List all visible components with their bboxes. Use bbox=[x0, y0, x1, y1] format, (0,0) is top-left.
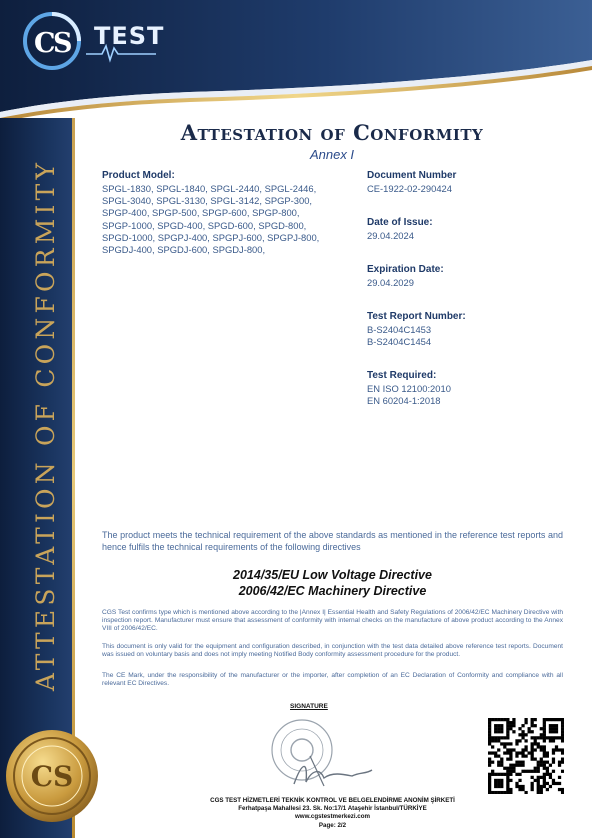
product-model-line: SPGP-1000, SPGD-400, SPGD-600, SPGD-800, bbox=[102, 219, 307, 231]
test-required-label: Test Required: bbox=[367, 370, 437, 381]
footer-address: Ferhatpaşa Mahallesi 23. Sk. No:17/1 Ataşehir İstanbul/TÜRKİYE bbox=[238, 805, 427, 813]
brand-test-text: TEST bbox=[94, 22, 165, 50]
expiration-date-value: 29.04.2029 bbox=[367, 277, 414, 288]
expiration-date-label: Expiration Date: bbox=[367, 264, 444, 275]
svg-text:C: C bbox=[34, 28, 56, 59]
product-model-line: SPGL-3040, SPGL-3130, SPGL-3142, SPGP-300, bbox=[102, 195, 313, 207]
document-number-label: Document Number bbox=[367, 170, 457, 181]
product-model-line: SPGDJ-400, SPGDJ-600, SPGDJ-800, bbox=[102, 244, 266, 256]
page-title: Attestation of Conformity bbox=[180, 120, 484, 145]
product-model-line: SPGL-1830, SPGL-1840, SPGL-2440, SPGL-2446, bbox=[102, 183, 317, 194]
footer-company: CGS TEST HİZMETLERİ TEKNİK KONTROL VE BELGELENDİRME ANONİM ŞİRKETİ bbox=[210, 797, 455, 804]
directive-machinery: 2006/42/EC Machinery Directive bbox=[238, 584, 427, 598]
product-model-line: SPGP-400, SPGP-500, SPGP-600, SPGP-800, bbox=[102, 207, 300, 219]
document-number-block bbox=[367, 170, 567, 195]
test-report-value: B-S2404C1454 bbox=[367, 336, 432, 348]
signature-label: SIGNATURE bbox=[290, 703, 328, 710]
cgs-seal bbox=[4, 728, 100, 824]
directive-low-voltage: 2014/35/EU Low Voltage Directive bbox=[233, 568, 432, 582]
date-of-issue-value: 29.04.2024 bbox=[367, 230, 414, 241]
footer-website[interactable]: www.cgstestmerkezi.com bbox=[294, 813, 371, 821]
date-of-issue-label: Date of Issue: bbox=[367, 217, 433, 228]
fine-print-1: CGS Test confirms type which is mentioned above according to the |Annex I| Essential Health and Safety Regulations of 2006/42/EC Machinery Directive with inspection report. Manufacturer must ensure that assessment of conformity with internal checks on the manufacture of above product according to the Annex VIII of 2006/42/EC. bbox=[102, 609, 563, 633]
test-report-value: B-S2404C1453 bbox=[367, 324, 432, 335]
svg-text:CS: CS bbox=[30, 760, 74, 793]
document-number-value: CE-1922-02-290424 bbox=[367, 183, 452, 194]
fine-print-3: The CE Mark, under the responsibility of the manufacturer or the importer, after completion of an EC Declaration of Conformity and compliance with all relevant EC Directives. bbox=[102, 672, 563, 688]
fine-print-2: This document is only valid for the equipment and configuration described, in conjunction with the test data detailed above reference test reports. Document was issued on voluntary basis and does not imply meeting Notified Body conformity assessment procedure for the product. bbox=[102, 643, 563, 659]
product-model-line: SPGD-1000, SPGPJ-400, SPGPJ-600, SPGPJ-800, bbox=[102, 231, 320, 243]
expiration-date-block bbox=[367, 264, 567, 289]
product-model-label: Product Model: bbox=[102, 170, 175, 181]
svg-text:S: S bbox=[53, 28, 73, 59]
qr-code[interactable] bbox=[488, 718, 564, 794]
test-report-block bbox=[367, 311, 567, 348]
side-title: ATTESTATION OF CONFORMITY bbox=[31, 158, 60, 692]
compliance-statement: The product meets the technical requirement of the above standards as mentioned in the reference test reports and hence fulfils the technical requirements of the following directives bbox=[102, 530, 563, 552]
test-required-block bbox=[367, 370, 567, 407]
annex-subtitle: Annex I bbox=[309, 147, 355, 162]
date-of-issue-block bbox=[367, 217, 567, 242]
test-report-label: Test Report Number: bbox=[367, 311, 466, 322]
footer bbox=[102, 797, 563, 830]
footer-page-number: Page: 2/2 bbox=[318, 821, 347, 829]
test-required-value: EN ISO 12100:2010 bbox=[367, 383, 451, 394]
signature-stamp bbox=[262, 712, 382, 792]
product-model-block bbox=[102, 170, 352, 256]
test-required-value: EN 60204-1:2018 bbox=[367, 395, 441, 407]
